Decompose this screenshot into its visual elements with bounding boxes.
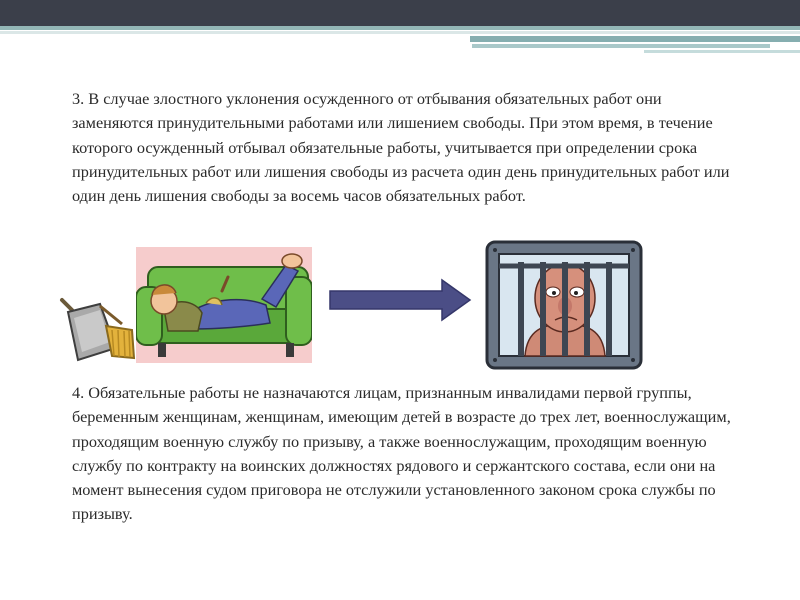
man-on-sofa-icon xyxy=(136,247,312,363)
prisoner-behind-bars-icon xyxy=(485,240,643,370)
dustpan-broom-icon xyxy=(56,296,138,364)
header-rule xyxy=(0,26,800,30)
right-arrow-icon xyxy=(328,278,472,322)
paragraph-3: 3. В случае злостного уклонения осужденного от отбывания обязательных работ они заменяются принудительными работами или лишением свободы. При этом время, в течение которого осужденный отбывал обязательные работы, учитывается при определении срока принудительных работ или лишения свободы из расчета один день принудительных работ или один день лишения свободы за восемь часов обязательных работ. xyxy=(72,89,730,206)
header-band xyxy=(0,0,800,26)
accent-bar xyxy=(470,36,800,42)
header-rule-light xyxy=(0,31,800,34)
accent-bar xyxy=(472,44,770,48)
accent-bar xyxy=(644,50,800,53)
paragraph-4: 4. Обязательные работы не назначаются лицам, признанным инвалидами первой группы, беременным женщинам, женщинам, имеющим детей в возрасте до трех лет, военнослужащим, проходящим военную службу по призыву, а также военнослужащим, проходящим военную службу по контракту на воинских должностях рядового и сержантского состава, если они на момент вынесения судом приговора не отслужили установленного законом срока службы по призыву. xyxy=(72,383,731,524)
